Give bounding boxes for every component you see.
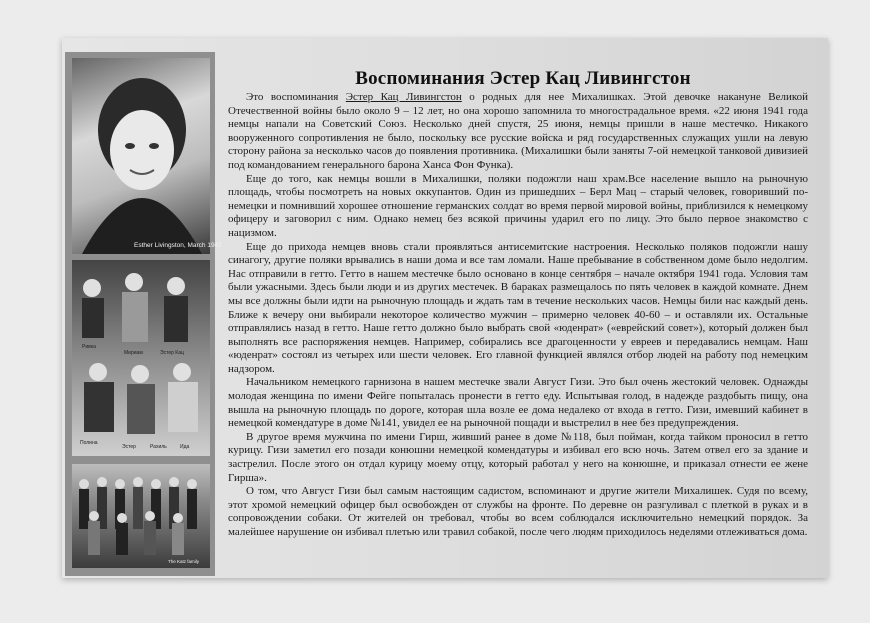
group-label-7: Ида: [180, 444, 190, 450]
paragraph-6: О том, что Август Гизи был самым настоящим садистом, вспоминают и другие жители Михалишек. Судя по всему, этот хромой немецкий офицер был освобожден от службы на фронте. По деревне он разгуливал с плеткой в руках и в сопровождении собаки. От жителей он требовал, чтобы во всем соблюдался исключительно немецкий порядок. За малейшее нарушение он избивал плетью или травил собакой, после чего людям приходилось неделями отлеживаться дома.: [228, 485, 808, 538]
paragraph-4: Начальником немецкого гарнизона в нашем местечке звали Август Гизи. Это был очень жестокий человек. Однажды молодая женщина по имени Фейге попыталась пронести в гетто еду. Испытывая голод, в надежде раздобыть пищу, она вышла на рыночную площадь по дороге, которая шла возле ее дома недалеко от входа в гетто. Гизи, имевший кабинет в немецкой комендатуре в доме №141, увидел ее на рыночной пощади и выстрелил в нее без предупреждения.: [228, 376, 808, 430]
family-photo: [72, 464, 210, 568]
portrait-caption: Esther Livingston, March 1947: [134, 242, 222, 249]
memorial-board: [62, 38, 828, 578]
family-figures: [72, 464, 210, 568]
memoir-text: [228, 91, 808, 540]
group-label-5: Эстер: [122, 444, 136, 450]
paragraph-3: Еще до прихода немцев вновь стали проявляться антисемитские настроения. Несколько поляков подожгли нашу синагогу, другие поляки врывались в наши дома и все там ломали. Наше пребывание в собственном доме было недолгим. Нас отправили в гетто. Гетто в нашем местечке было основано в конце сентября – начале октября 1941 года. Условия там были ужасными. Здесь были люди и из других местечек. В бараках размещалось по пять человек в каждой комнате. Днем мы все должны были идти на рыночную площадь и ждать там в течение нескольких часов. Немцы били нас каждый день. Ближе к вечеру они выбирали некоторое количество мужчин – примерно человек 40-60 – и оставляли их. Остальные отправлялись назад в гетто. Наше гетто должно было выбрать свой «юденрат» («еврейский совет»), который должен был выполнять все распоряжения немцев. Например, собирались все драгоценности у евреев и передавались немцам. Наш «юденрат» состоял из четырех или шести человек. Его главной функцией являлся отбор людей на работу под немецким надзором.: [228, 240, 808, 375]
portrait-figure: [72, 58, 210, 254]
name-link: Эстер Кац Ливингстон: [345, 91, 462, 103]
group-label-4: Полина: [80, 440, 98, 446]
paragraph-1: [228, 91, 808, 173]
group-label-6: Рахиль: [150, 444, 167, 450]
group-label-2: Мириам: [124, 350, 143, 356]
page-title: Воспоминания Эстер Кац Ливингстон: [355, 68, 691, 89]
paragraph-1-text: о родных для нее Михалишках. Этой девочке накануне Великой Отечественной войны было около 9 – 12 лет, но она хорошо запомнила то многострадальное время. «22 июня 1941 года немцы напали на Советский Союз. Несколько дней спустя, 25 июня, немцы пришли в наше местечко. Никакого вооруженного сопротивления не было, поскольку все русские войска и ряд государственных служащих ушли на левую сторону района за несколько часов до появления противника. (Михалишки были заняты 7-ой немецкой танковой дивизией под командованием генерального барона Ханса Фон Функа).: [228, 91, 809, 171]
paragraph-5: В другое время мужчина по имени Гирш, живший ранее в доме №118, был пойман, когда тайком проносил в гетто курицу. Гизи заметил его позади конюшни немецкой комендатуры и избивал его всю ночь. Затем отвел его за здание и застрелил. После этого он отдал курицу моему отцу, который работал у него на конюшне, и приказал отнести ее жене Гирша».: [228, 430, 808, 484]
group-photo: [72, 260, 210, 456]
group-label-3: Эстер Кац: [160, 350, 184, 356]
group-label-1: Ривка: [82, 344, 96, 350]
paragraph-1-intro: Это воспоминания: [246, 91, 346, 103]
family-caption: The Katz family: [168, 559, 200, 564]
photo-strip: [65, 52, 222, 576]
paragraph-2: Еще до того, как немцы вошли в Михалишки, поляки подожгли наш храм.Все население вышло на рыночную площадь, чтобы посмотреть на новых оккупантов. Один из пришедших – Берл Мац – старый человек, говоривший по-немецки и помнивший хорошее отношение германских солдат во время первой мировой войны, приблизился к немецкому офицеру и заговорил с ним. Однако немец без всякой причины ударил его по лицу. Это было первое знакомство с нацизмом.: [228, 172, 808, 239]
portrait-photo: [72, 58, 222, 254]
group-figures: [72, 260, 210, 456]
